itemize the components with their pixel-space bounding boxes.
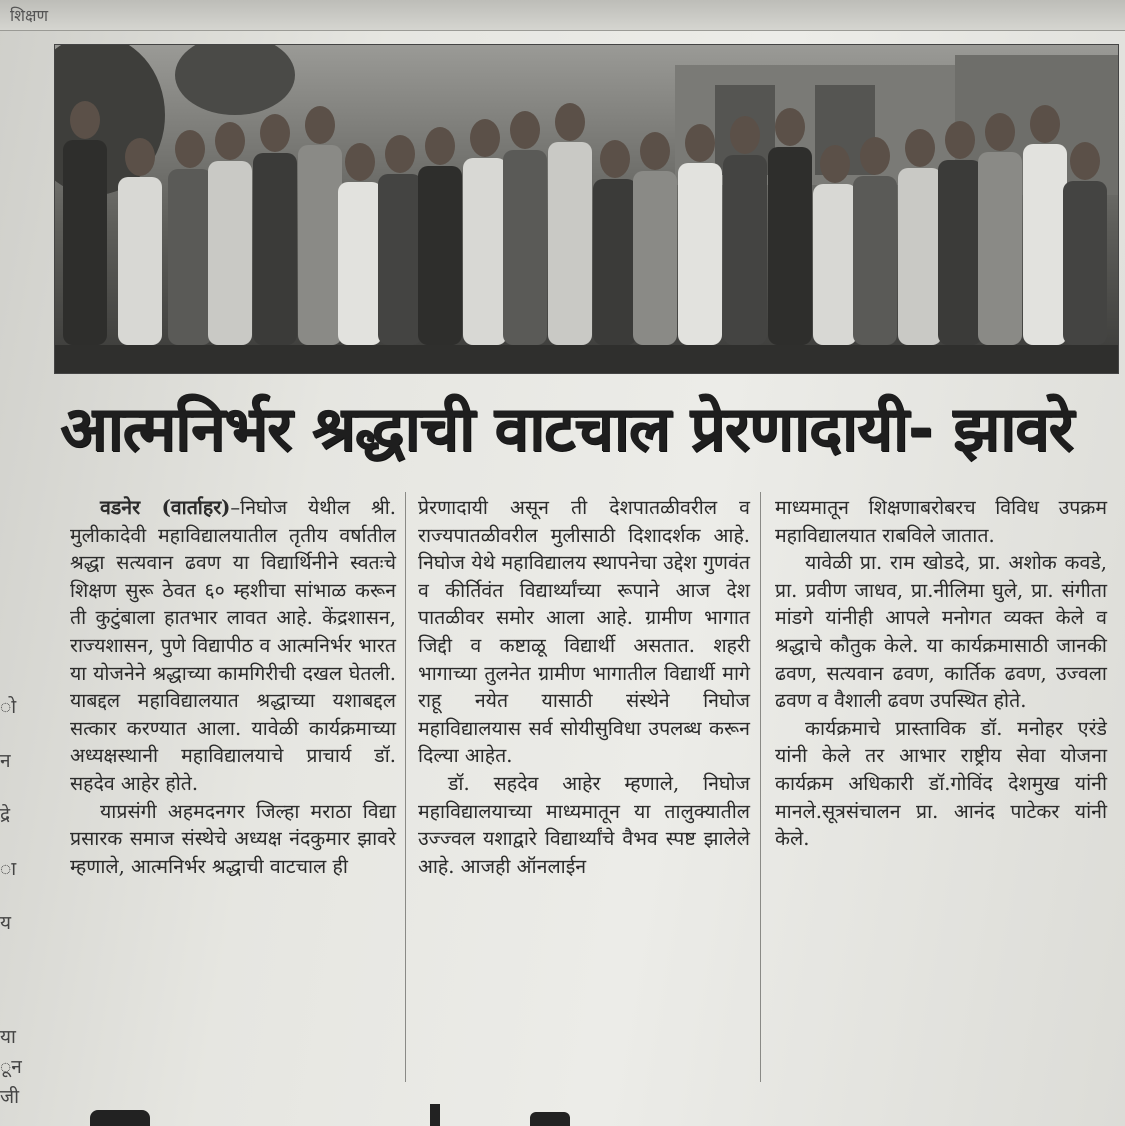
person-head [215, 122, 245, 160]
person-head [70, 101, 100, 139]
person-head [640, 132, 670, 170]
dateline: वडनेर (वार्ताहर) [100, 496, 231, 519]
person-figure [253, 153, 297, 345]
person-head [1070, 142, 1100, 180]
article-column-2 [418, 494, 750, 880]
top-strip-text: शिक्षण [10, 6, 49, 25]
person-figure [503, 150, 547, 345]
person-head [775, 108, 805, 146]
person-figure [723, 155, 767, 345]
person-head [510, 111, 540, 149]
article-paragraph: डॉ. सहदेव आहेर म्हणाले, निघोज महाविद्यालयाच्या माध्यमातून या तालुक्यातील उज्ज्वल यशाद्वारे विद्यार्थ्यांचे वैभव स्पष्ट झालेले आहे. आजही ऑनलाईन [418, 771, 750, 878]
person-figure [898, 168, 942, 345]
person-head [1030, 105, 1060, 143]
person-figure [768, 147, 812, 345]
person-figure [853, 176, 897, 345]
person-head [820, 145, 850, 183]
person-head [425, 127, 455, 165]
person-figure [633, 171, 677, 345]
person-figure [813, 184, 857, 345]
fragment-text: न [0, 750, 11, 772]
person-head [470, 119, 500, 157]
person-figure [593, 179, 637, 345]
fragment-text: य [0, 912, 12, 934]
person-figure [978, 152, 1022, 345]
next-article-heading-fragment [60, 1098, 1125, 1126]
article-paragraph: यावेळी प्रा. राम खोडदे, प्रा. अशोक कवडे, प्रा. प्रवीण जाधव, प्रा.नीलिमा घुले, प्रा. संगीता मांडगे यांनीही आपले मनोगत व्यक्त केले व श्रद्धाचे कौतुक केले. या कार्यक्रमासाठी जानकी ढवण, सत्यवान ढवण, कार्तिक ढवण, उज्वला ढवण व वैशाली ढवण उपस्थित होते. [775, 551, 1107, 713]
article-paragraph [70, 494, 396, 798]
article-column-3 [775, 494, 1107, 853]
person-figure [548, 142, 592, 345]
column-divider [405, 492, 406, 1082]
person-head [985, 113, 1015, 151]
fragment-text: या [0, 1026, 16, 1048]
article-paragraph: कार्यक्रमाचे प्रास्ताविक डॉ. मनोहर एरंडे यांनी केले तर आभार राष्ट्रीय सेवा योजना कार्यक्रम अधिकारी डॉ.गोविंद देशमुख यांनी मानले.सूत्रसंचालन प्रा. आनंद पाटेकर यांनी केले. [775, 716, 1107, 851]
person-head [945, 121, 975, 159]
person-head [730, 116, 760, 154]
person-head [385, 135, 415, 173]
person-head [345, 143, 375, 181]
person-figure [463, 158, 507, 345]
person-head [260, 114, 290, 152]
person-figure [678, 163, 722, 345]
person-head [600, 140, 630, 178]
fragment-text: द्रे [0, 804, 11, 826]
article-column-1 [70, 494, 396, 880]
person-head [125, 138, 155, 176]
headline: आत्मनिर्भर श्रद्धाची वाटचाल प्रेरणादायी- झावरे [60, 392, 1073, 465]
person-figure [938, 160, 982, 345]
person-figure [118, 177, 162, 345]
article-paragraph: याप्रसंगी अहमदनगर जिल्हा मराठा विद्या प्रसारक समाज संस्थेचे अध्यक्ष नंदकुमार झावरे म्हणाले, आत्मनिर्भर श्रद्धाची वाटचाल ही [70, 799, 396, 878]
fragment-text: जी [0, 1086, 20, 1108]
person-figure [1023, 144, 1067, 345]
top-strip [0, 0, 1125, 31]
adjacent-column-fragment [0, 1022, 30, 1112]
person-head [905, 129, 935, 167]
person-figure [298, 145, 342, 345]
person-figure [378, 174, 422, 345]
person-figure [418, 166, 462, 345]
column-divider [760, 492, 761, 1082]
person-head [175, 130, 205, 168]
person-figure [1063, 181, 1107, 345]
person-figure [168, 169, 212, 345]
person-head [555, 103, 585, 141]
person-figure [63, 140, 107, 345]
fragment-text: ा [0, 858, 17, 880]
article-paragraph: प्रेरणादायी असून ती देशपातळीवरील व राज्यपातळीवरील मुलीसाठी दिशादर्शक आहे. निघोज येथे महाविद्यालय स्थापनेचा उद्देश गुणवंत व कीर्तिवंत विद्यार्थ्यांच्या रूपाने आज देश पातळीवर समोर आला आहे. ग्रामीण भागात जिद्दी व कष्टाळू विद्यार्थी असतात. शहरी भागाच्या तुलनेत ग्रामीण भागातील विद्यार्थी मागे राहू नयेत यासाठी संस्थेने निघोज महाविद्यालयास सर्व सोयीसुविधा उपलब्ध करून दिल्या आहेत. [418, 496, 750, 768]
person-head [860, 137, 890, 175]
person-head [685, 124, 715, 162]
adjacent-column-fragment [0, 680, 30, 950]
fragment-text: ून [0, 1056, 22, 1078]
paragraph-text: –निघोज येथील श्री. मुलीकादेवी महाविद्यालयातील तृतीय वर्षातील श्रद्धा सत्यवान ढवण या विद्यार्थिनीने स्वतःचे शिक्षण सुरू ठेवत ६० म्हशीचा सांभाळ करून ती कुटुंबाला हातभार लावत आहे. केंद्रशासन, राज्यशासन, पुणे विद्यापीठ व आत्मनिर्भर भारत या योजनेने श्रद्धाच्या कामगिरीची दखल घेतली. याबद्दल महाविद्यालयात श्रद्धाच्या यशाबद्दल सत्कार करण्यात आला. यावेळी कार्यक्रमाच्या अध्यक्षस्थानी महाविद्यालयाचे प्राचार्य डॉ. सहदेव आहेर होते. [70, 496, 396, 795]
fragment-text: ो [0, 696, 17, 718]
person-head [305, 106, 335, 144]
group-photo [54, 44, 1119, 374]
person-figure [338, 182, 382, 345]
person-figure [208, 161, 252, 345]
article-paragraph: माध्यमातून शिक्षणाबरोबरच विविध उपक्रम महाविद्यालयात राबविले जातात. [775, 496, 1107, 547]
